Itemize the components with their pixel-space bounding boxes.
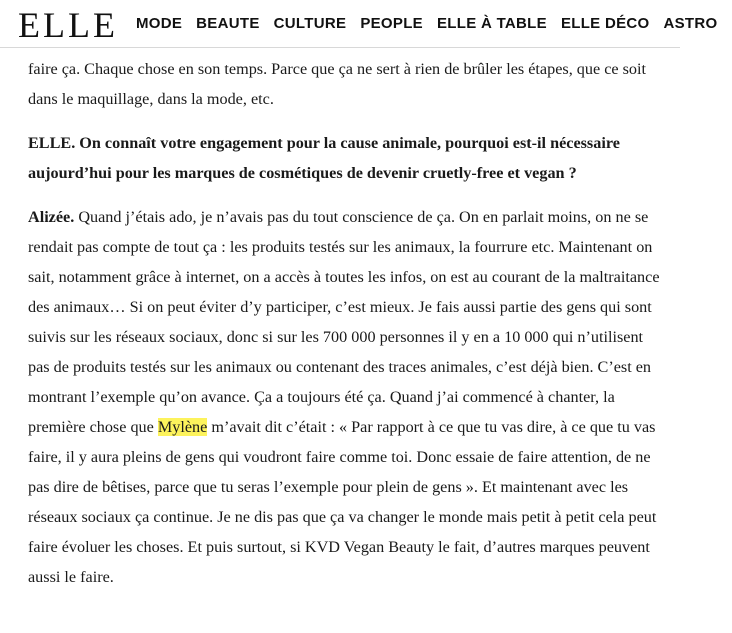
nav-item-beaute[interactable]: BEAUTE (196, 15, 260, 32)
logo[interactable]: ELLE (18, 4, 118, 45)
answer-text: m’avait dit c’était : « Par rapport à ce que tu vas dire, à ce que tu vas faire, il y aura pleins de gens qui voudront faire comme toi. Donc essaie de faire attention, de ne pas dire de bêtises, parce que tu seras l’exemple pour plein de gens ». Et maintenant avec les réseaux sociaux ça continue. Je ne dis pas que ça va changer le monde mais petit à petit cela peut faire évoluer les choses. Et puis surtout, si KVD Vegan Beauty le fait, d’autres marques peuvent aussi le faire. (28, 418, 657, 586)
nav-item-astro[interactable]: ASTRO (663, 15, 718, 32)
article-body (28, 54, 668, 606)
nav-item-elle-a-table[interactable]: ELLE À TABLE (436, 15, 547, 32)
nav-item-mode[interactable]: MODE (135, 15, 183, 32)
highlighted-text: Mylène (157, 418, 208, 436)
nav-item-people[interactable]: PEOPLE (360, 15, 423, 32)
nav-item-culture[interactable]: CULTURE (273, 15, 347, 32)
nav-item-elle-deco[interactable]: ELLE DÉCO (560, 15, 650, 32)
paragraph: faire ça. Chaque chose en son temps. Parce que ça ne sert à rien de brûler les étapes, que ce soit dans le maquillage, dans la mode, etc. (28, 60, 647, 108)
speaker-name: Alizée. (28, 208, 75, 226)
main-nav (136, 15, 732, 32)
top-bar (0, 0, 718, 48)
interview-question: ELLE. On connaît votre engagement pour la cause animale, pourquoi est-il nécessaire aujourd’hui pour les marques de cosmétiques de devenir cruetly-free et vegan ? (28, 134, 620, 182)
answer-text: Quand j’étais ado, je n’avais pas du tout conscience de ça. On en parlait moins, on ne se rendait pas compte de tout ça : les produits testés sur les animaux, la fourrure etc. Maintenant on sait, notamment grâce à internet, on a accès à toutes les infos, on est au courant de la maltraitance des animaux… Si on peut éviter d’y participer, c’est mieux. Je fais aussi partie des gens qui sont suivis sur les réseaux sociaux, donc si sur les 700 000 personnes il y en a 10 000 qui n’utilisent pas de produits testés sur les animaux ou contenant des traces animales, c’est déjà bien. C’est en montrant l’exemple qu’on avance. Ça a toujours été ça. Quand j’ai commencé à chanter, la première chose que (28, 208, 660, 436)
interview-answer (28, 202, 668, 592)
